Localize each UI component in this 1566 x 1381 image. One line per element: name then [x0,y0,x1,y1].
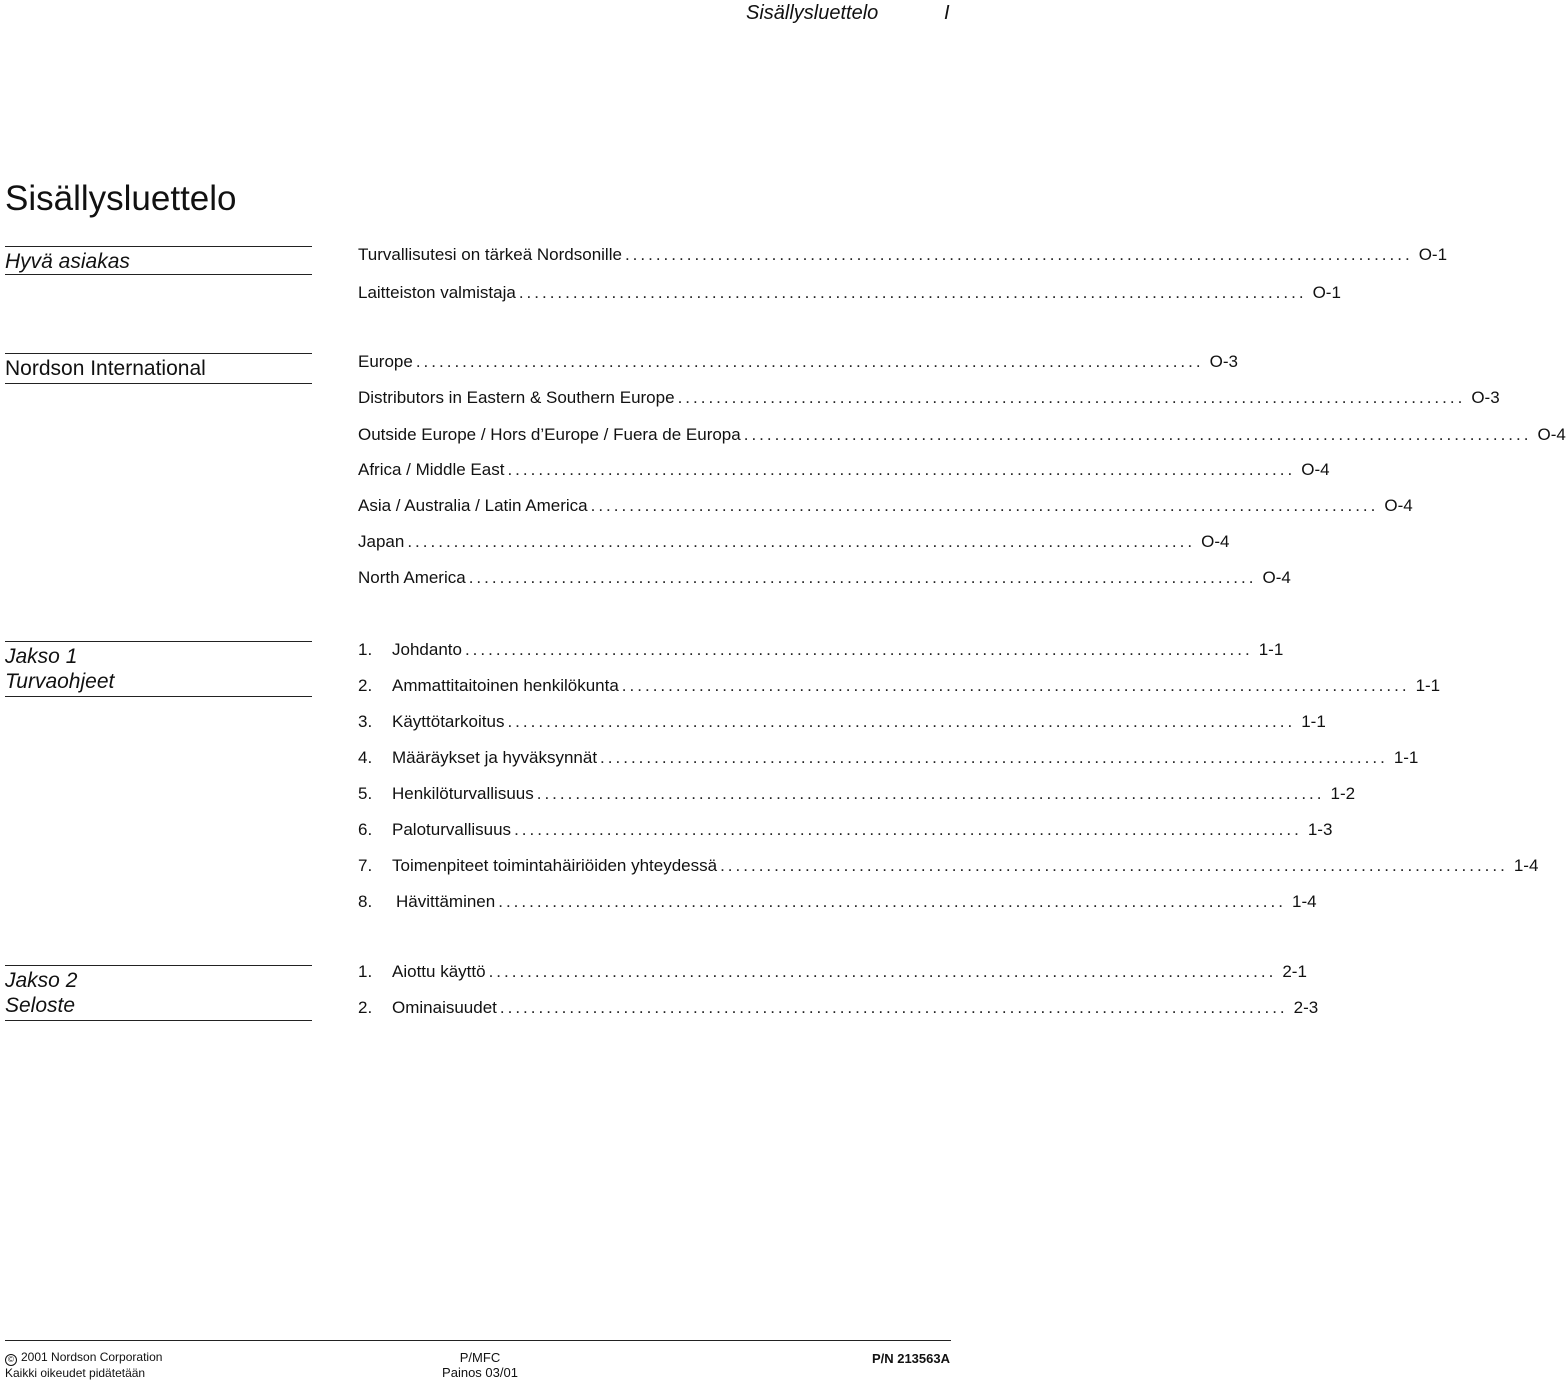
dot-leader: ...................................................................................................... [468,568,1257,587]
dot-leader: ...................................................................................................... [507,712,1296,731]
toc-entry[interactable] [358,638,1284,662]
rights-text: Kaikki oikeudet pidätetään [5,1366,146,1380]
part-number: P/N 213563A [871,1351,950,1366]
page-title: Sisällysluettelo [5,179,237,219]
section-heading-hyva-asiakas [5,246,312,275]
copyright-text: 2001 Nordson Corporation [21,1350,163,1364]
toc-entry[interactable] [358,423,1566,447]
toc-page-ref: 1-4 [1513,856,1539,875]
toc-entry-text: Paloturvallisuus [392,820,512,839]
dot-leader: ...................................................................................................... [720,856,1508,875]
dot-leader: ...................................................................................................... [415,352,1204,371]
toc-entry-number: 2. [358,998,373,1017]
section-heading-jakso-2 [5,965,312,1021]
dot-leader: ...................................................................................................... [499,998,1288,1017]
dot-leader: ...................................................................................................... [488,962,1277,981]
toc-page-ref: O-4 [1537,425,1566,444]
toc-entry[interactable] [358,494,1413,518]
toc-page-ref: 1-3 [1307,820,1333,839]
toc-page-ref: O-3 [1209,352,1238,371]
toc-page-ref: 2-3 [1293,998,1319,1017]
toc-entry[interactable] [358,350,1238,374]
toc-entry-text: Japan [358,532,405,551]
toc-entry-number: 1. [358,962,373,981]
edition-text: Painos 03/01 [442,1365,518,1380]
section-label: Nordson International [5,357,206,380]
toc-entry-number: 1. [358,640,373,659]
toc-entry[interactable] [358,281,1341,305]
toc-entry-text: Toimenpiteet toimintahäiriöiden yhteydessä [392,856,718,875]
section-heading-jakso-1 [5,641,312,697]
toc-entry-number: 6. [358,820,373,839]
dot-leader: ...................................................................................................... [624,245,1413,264]
toc-entry[interactable] [358,890,1317,914]
footer-rule [5,1340,951,1341]
toc-page-ref: 1-1 [1393,748,1419,767]
toc-entry[interactable] [358,818,1333,842]
toc-entry[interactable] [358,566,1291,590]
toc-entry-text: Ominaisuudet [392,998,497,1017]
toc-entry-number: 7. [358,856,373,875]
toc-page-ref: O-4 [1201,532,1230,551]
toc-entry-text: Ammattitaitoinen henkilökunta [392,676,619,695]
dot-leader: ...................................................................................................... [507,460,1296,479]
toc-entry[interactable] [358,854,1539,878]
toc-page-ref: 1-1 [1258,640,1284,659]
dot-leader: ...................................................................................................... [590,496,1379,515]
dot-leader: ...................................................................................................... [518,283,1307,302]
toc-entry-number: 5. [358,784,373,803]
dot-leader: ...................................................................................................... [743,425,1532,444]
toc-entry[interactable] [358,243,1448,267]
toc-entry[interactable] [358,996,1319,1020]
toc-entry[interactable] [358,710,1326,734]
toc-entry-text: Käyttötarkoitus [392,712,505,731]
dot-leader: ...................................................................................................... [621,676,1410,695]
dot-leader: ...................................................................................................... [600,748,1388,767]
toc-entry[interactable] [358,458,1330,482]
toc-page-ref: O-1 [1418,245,1448,264]
toc-entry-number: 8. [358,892,373,911]
toc-entry-text: Turvallisutesi on tärkeä Nordsonille [358,245,622,264]
dot-leader: ...................................................................................................... [536,784,1325,803]
dot-leader: ...................................................................................................... [514,820,1302,839]
footer-copyright-block [5,1350,162,1380]
toc-entry-text: Aiottu käyttö [392,962,486,981]
dot-leader: ...................................................................................................... [498,892,1286,911]
dot-leader: ...................................................................................................... [464,640,1253,659]
section-heading-nordson-international [5,353,312,384]
dot-leader: ...................................................................................................... [407,532,1196,551]
toc-entry-text: North America [358,568,466,587]
toc-entry[interactable] [358,386,1500,410]
document-code: P/MFC [459,1350,501,1365]
toc-page-ref: O-1 [1312,283,1341,302]
toc-page-ref: O-4 [1301,460,1330,479]
toc-page-ref: 1-1 [1301,712,1326,731]
toc-entry-number: 4. [358,748,373,767]
toc-entry[interactable] [358,530,1230,554]
toc-entry-text: Outside Europe / Hors d’Europe / Fuera de Europa [358,425,741,444]
toc-page-ref: O-4 [1262,568,1291,587]
toc-entry[interactable] [358,674,1441,698]
copyright-icon: © [5,1354,17,1366]
toc-page-ref: 2-1 [1282,962,1307,981]
toc-entry-number: 3. [358,712,373,731]
toc-entry-number: 2. [358,676,373,695]
toc-entry-text: Africa / Middle East [358,460,505,479]
toc-entry[interactable] [358,746,1419,770]
toc-entry[interactable] [358,782,1356,806]
toc-page-ref: 1-4 [1291,892,1317,911]
toc-entry-text: Hävittäminen [396,892,496,911]
section-label: Jakso 1 Turvaohjeet [5,645,115,693]
toc-entry-text: Johdanto [392,640,462,659]
toc-entry-text: Asia / Australia / Latin America [358,496,588,515]
toc-entry-text: Distributors in Eastern & Southern Europe [358,388,675,407]
running-header-page-number: I [944,2,950,24]
dot-leader: ...................................................................................................... [677,388,1466,407]
toc-entry-text: Määräykset ja hyväksynnät [392,748,598,767]
copyright-line [5,1350,162,1366]
toc-entry-text: Henkilöturvallisuus [392,784,534,803]
toc-entry-text: Europe [358,352,413,371]
running-header-title: Sisällysluettelo [746,2,879,24]
toc-page-ref: 1-2 [1330,784,1356,803]
section-label: Hyvä asiakas [5,250,130,273]
toc-entry[interactable] [358,960,1307,984]
toc-page-ref: O-3 [1471,388,1500,407]
section-label: Jakso 2 Seloste [5,969,78,1017]
toc-entry-text: Laitteiston valmistaja [358,283,516,302]
toc-page-ref: 1-1 [1415,676,1441,695]
footer-center-block [430,1350,530,1380]
toc-page-ref: O-4 [1384,496,1413,515]
